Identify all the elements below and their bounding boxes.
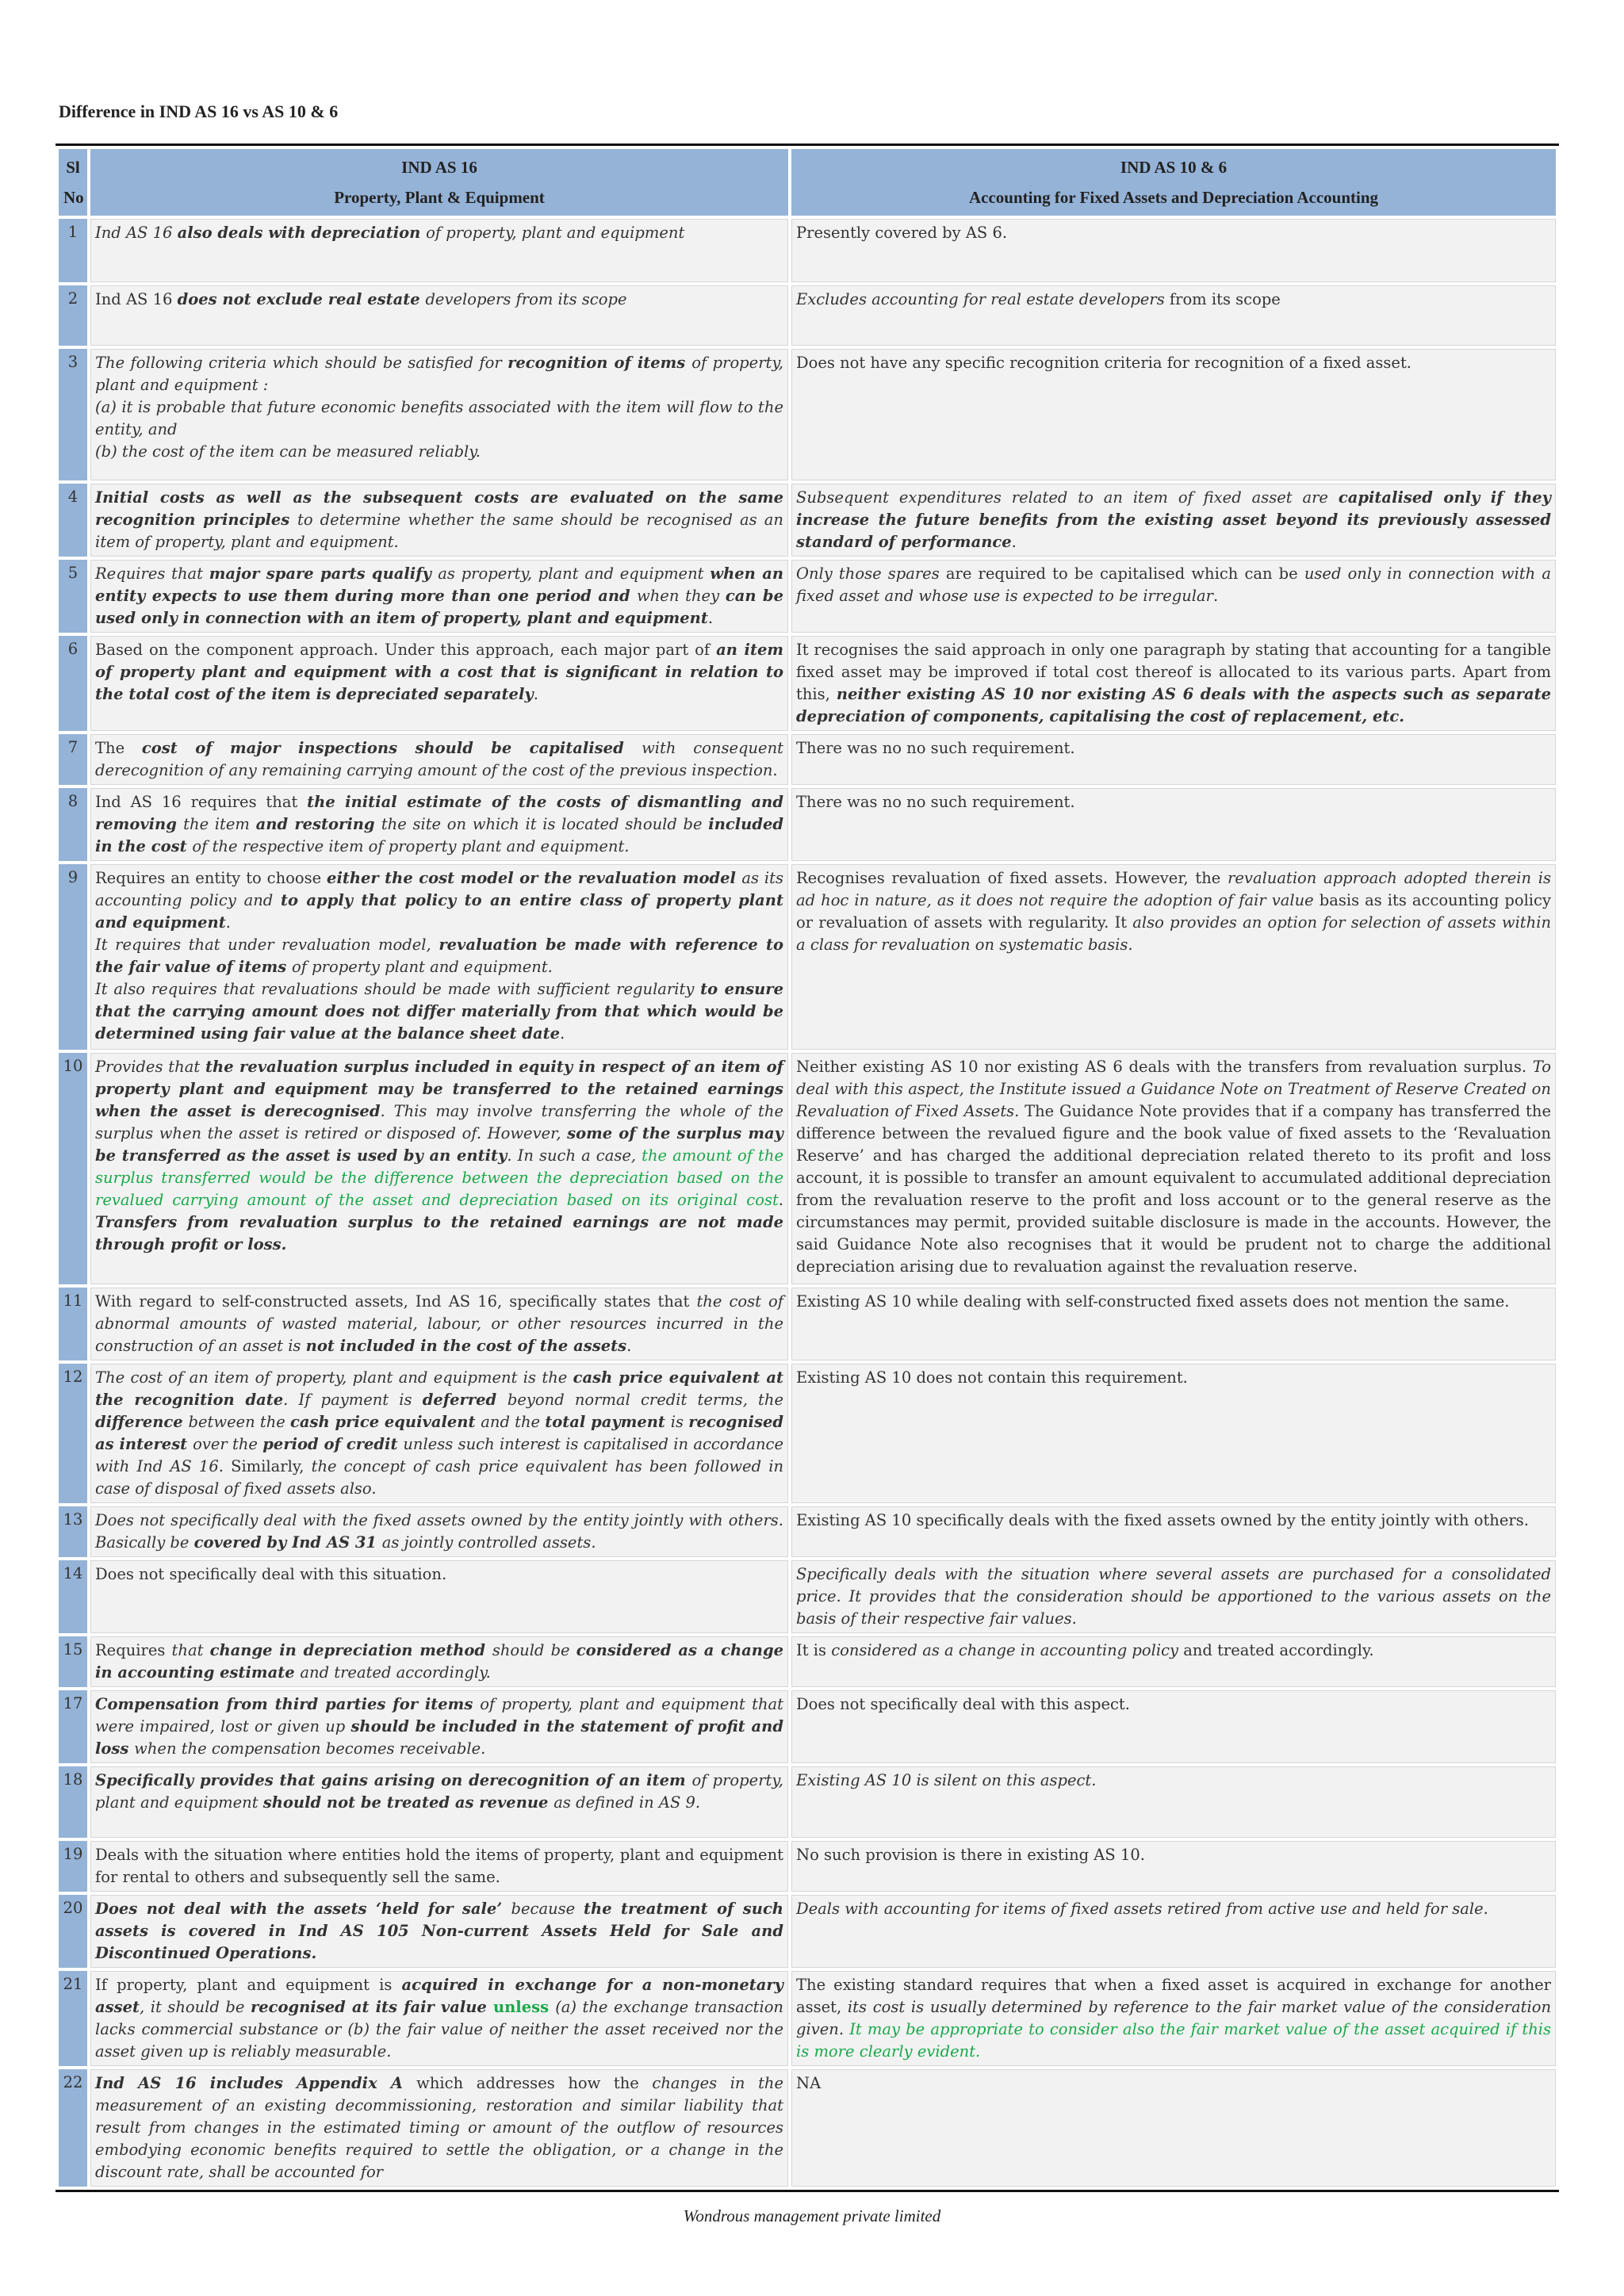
- row-serial-no: 21: [59, 1971, 87, 2066]
- cell-text-segment: the revaluation surplus included in equity in respect of an item of property plant and equipment may be transferred to the retained earnings when the asset is derecognised: [95, 1058, 783, 1120]
- row-serial-no: 8: [59, 788, 87, 861]
- cell-ind-as-16: [90, 1288, 788, 1360]
- cell-text-segment: that: [171, 1641, 210, 1659]
- cell-text-segment: Specifically deals with the situation where several assets are purchased for a consolidated price. It provides that the consideration should be apportioned to the various assets on the basis of their respective fair values.: [796, 1565, 1551, 1628]
- cell-text-segment: neither existing AS 10 nor existing AS 6 deals with the aspects such as separate depreciation of components, capitalising the cost of replacement, etc.: [796, 685, 1551, 725]
- cell-text-segment: .: [533, 685, 538, 703]
- cell-text-segment: recognition of items: [508, 354, 692, 372]
- cell-text-segment: as jointly controlled assets.: [381, 1533, 596, 1552]
- cell-text-segment: If property, plant and equipment is: [95, 1976, 402, 1994]
- cell-text-segment: recognised as interest: [95, 1413, 783, 1453]
- cell-ind-as-16: [90, 560, 788, 633]
- cell-text-segment: No such provision is there in existing AS 10.: [796, 1846, 1145, 1864]
- cell-text-segment: considered as a change in accounting policy: [831, 1641, 1184, 1659]
- cell-text-segment: There was no no such requirement.: [796, 739, 1075, 757]
- cell-text-segment: Requires an entity to choose: [95, 869, 327, 887]
- row-serial-no: 13: [59, 1506, 87, 1557]
- table-row: [59, 1841, 1556, 1892]
- header-ind-as-16: [90, 149, 788, 216]
- cell-text-segment: of property, plant and equipment that were impaired, lost or given up: [95, 1695, 783, 1735]
- cell-ind-as-16: [90, 1364, 788, 1503]
- cell-text-segment: , it should be: [140, 1998, 251, 2016]
- cell-ind-as-16: [90, 1690, 788, 1763]
- cell-text-segment: is: [670, 1413, 689, 1431]
- cell-text-segment: of property, plant and equipment :: [95, 354, 783, 394]
- cell-text-segment: and treated accordingly.: [300, 1663, 491, 1682]
- cell-text-segment: between the: [188, 1413, 291, 1431]
- cell-text-segment: Based on the component approach. Under this approach, each major part of: [95, 641, 717, 659]
- header-as-10-6-subtitle: Accounting for Fixed Assets and Depreciation Accounting: [968, 188, 1379, 207]
- cell-text-segment: Existing AS 10 while dealing with self-constructed fixed assets does not mention the same.: [796, 1292, 1510, 1311]
- table-row: [59, 219, 1556, 282]
- header-as-10-6-title: IND AS 10 & 6: [1120, 158, 1228, 177]
- cell-text-segment: Excludes accounting for real estate developers: [796, 290, 1170, 308]
- cell-text-segment: total payment: [545, 1413, 671, 1431]
- cell-text-segment: Recognises revaluation of fixed assets. However, the: [796, 869, 1228, 887]
- cell-text-segment: Does not have any specific recognition criteria for recognition of a fixed asset.: [796, 354, 1411, 372]
- table-row: [59, 788, 1556, 861]
- table-row: [59, 484, 1556, 557]
- cell-text-segment: to determine whether the same should be recognised as an item of property, plant and equipment.: [95, 511, 783, 551]
- cell-text-segment: the initial estimate of the costs of dismantling and removing: [95, 793, 783, 833]
- row-serial-no: 10: [59, 1053, 87, 1284]
- cell-text-segment: can be used only in connection with an item of property, plant and equipment: [95, 587, 783, 627]
- cell-text-segment: Does not specifically deal with this aspect.: [796, 1695, 1130, 1713]
- cell-text-segment: Compensation from third parties for items: [95, 1695, 481, 1713]
- cell-text-segment: Does not specifically deal with this situation.: [95, 1565, 447, 1583]
- row-serial-no: 17: [59, 1690, 87, 1763]
- cell-text-segment: NA: [796, 2074, 822, 2092]
- row-serial-no: 3: [59, 349, 87, 480]
- cell-text-segment: basis as its accounting policy or revaluation of assets with regularity. It: [796, 891, 1551, 932]
- cell-text-segment: To deal with this aspect, the Institute issued a Guidance Note on Treatment of Reserve Created on Revaluation of Fixed Assets.: [796, 1058, 1551, 1120]
- cell-as-10-6: [791, 636, 1556, 731]
- cell-as-10-6: [791, 349, 1556, 480]
- cell-text-segment: Only those spares: [796, 564, 946, 583]
- cell-text-segment: Existing AS 10 is silent on this aspect.: [796, 1771, 1097, 1789]
- cell-text-segment: either the cost model or the revaluation model: [327, 869, 742, 887]
- cell-as-10-6: [791, 864, 1556, 1050]
- cell-text-segment: to ensure that the carrying amount does not differ materially from that which would be determined using fair value at the balance sheet date: [95, 980, 783, 1043]
- cell-text-segment: Existing AS 10 does not contain this requirement.: [796, 1368, 1188, 1387]
- row-serial-no: 6: [59, 636, 87, 731]
- cell-text-segment: does not exclude real estate: [177, 290, 426, 308]
- cell-text-segment: Does not deal with the assets ‘held for sale’: [95, 1900, 511, 1918]
- table-row: [59, 1895, 1556, 1968]
- cell-text-segment: Specifically provides that gains arising on derecognition of an item: [95, 1771, 692, 1789]
- cell-text-segment: Ind AS 16: [95, 290, 178, 308]
- table-row: [59, 1053, 1556, 1284]
- cell-text-segment: should not be treated as revenue: [262, 1793, 554, 1812]
- cell-text-segment: . In such a case,: [507, 1146, 642, 1165]
- row-serial-no: 1: [59, 219, 87, 282]
- cell-text-segment: Deals with the situation where entities hold the items of property, plant and equipment for rental to others and subsequently sell the same.: [95, 1846, 783, 1886]
- table-row: [59, 1636, 1556, 1687]
- table-row: [59, 2069, 1556, 2187]
- cell-text-segment: .: [1011, 533, 1017, 551]
- cell-text-segment: . Similarly,: [218, 1457, 312, 1475]
- cell-text-segment: from its scope: [1169, 290, 1281, 308]
- cell-text-segment: It recognises the said approach in only one paragraph by stating that accounting for a tangible fixed asset may be improved if total cost thereof is allocated to its various parts. Apart from this,: [796, 641, 1551, 703]
- cell-text-segment: the site on which it is located should be: [381, 815, 709, 833]
- cell-text-segment: There was no no such requirement.: [796, 793, 1075, 811]
- cell-ind-as-16: [90, 484, 788, 557]
- cell-text-segment: Presently covered by AS 6.: [796, 224, 1008, 242]
- cell-text-segment: .: [772, 761, 778, 779]
- cell-text-segment: (b) the cost of the item can be measured reliably.: [95, 442, 481, 461]
- cell-text-segment: when they: [637, 587, 726, 605]
- cell-text-segment: as its accounting policy and: [95, 869, 783, 909]
- cell-as-10-6: [791, 1841, 1556, 1892]
- cell-text-segment: With regard to self-constructed assets, Ind AS 16, specifically states that: [95, 1292, 697, 1311]
- cell-text-segment: of the respective item of property plant and equipment.: [192, 837, 630, 855]
- cell-text-segment: Provides that: [95, 1058, 206, 1076]
- cell-text-segment: the treatment of such assets is covered in Ind AS 105 Non-current Assets Held for Sale and Discontinued Operations.: [95, 1900, 783, 1962]
- cell-text-segment: to apply that policy to an entire class of property plant and equipment: [95, 891, 783, 932]
- cell-ind-as-16: [90, 1971, 788, 2066]
- cell-text-segment: . If payment is: [283, 1391, 423, 1409]
- header-serial-no: [59, 149, 87, 216]
- cell-text-segment: the cost of abnormal amounts of wasted material, labour, or other resources incurred in the construction of an asset is: [95, 1292, 784, 1355]
- header-serial-line1: Sl: [66, 158, 80, 177]
- cell-text-segment: unless such interest is capitalised in accordance with Ind AS 16: [95, 1435, 784, 1475]
- cell-ind-as-16: [90, 788, 788, 861]
- cell-text-segment: included in the cost: [95, 815, 784, 855]
- cell-text-segment: not included in the cost of the assets: [305, 1337, 627, 1355]
- cell-text-segment: because: [511, 1900, 584, 1918]
- cell-text-segment: The Guidance Note provides that if a company has transferred the difference between the revalued figure and the book value of fixed assets to the ‘Revaluation Reserve’ and has charged the additional depreciation related thereto to its profit and loss account, it is possible to transfer an amount equivalent to accumulated additional depreciation from the revaluation reserve to the profit and loss account or to the general reserve as the circumstances may permit, provided suitable disclosure is made in the accounts. However, the said Guidance Note also recognises that it would be prudent not to charge the additional depreciation arising due to revaluation against the revaluation reserve.: [796, 1102, 1551, 1276]
- header-ind-as-16-title: IND AS 16: [401, 158, 477, 177]
- row-serial-no: 12: [59, 1364, 87, 1503]
- cell-text-segment: (a) it is probable that future economic benefits associated with the item will flow to the entity, and: [95, 398, 783, 438]
- cell-ind-as-16: [90, 864, 788, 1050]
- cell-text-segment: its cost is usually determined by reference to the fair market value of the consideration given.: [796, 1998, 1552, 2038]
- cell-text-segment: Ind AS 16 requires that: [95, 793, 308, 811]
- cell-as-10-6: [791, 1288, 1556, 1360]
- cell-text-segment: .: [225, 913, 231, 932]
- comparison-table: [56, 144, 1559, 2192]
- table-row: [59, 864, 1556, 1050]
- cell-text-segment: changes in the measurement of an existing decommissioning, restoration and similar liability that result from changes in the estimated timing or amount of the outflow of resources embodying economic benefits required to settle the obligation, or a change in the discount rate, shall be accounted for: [95, 2074, 784, 2181]
- row-serial-no: 11: [59, 1288, 87, 1360]
- cell-as-10-6: [791, 1971, 1556, 2066]
- cell-as-10-6: [791, 788, 1556, 861]
- cell-text-segment: an item of property plant and equipment with a cost that is significant in relation to the total cost of the item is depreciated separately: [95, 641, 784, 703]
- cell-text-segment: .: [560, 1024, 565, 1043]
- document-footer: Wondrous management private limited: [683, 2206, 941, 2225]
- cell-text-segment: should be: [492, 1641, 576, 1659]
- cell-as-10-6: [791, 734, 1556, 785]
- cell-text-segment: . This may involve transferring the whole of the surplus when the asset is retired or disposed of. However,: [95, 1102, 783, 1142]
- cell-ind-as-16: [90, 636, 788, 731]
- table-row: [59, 734, 1556, 785]
- row-serial-no: 2: [59, 285, 87, 346]
- cell-text-segment: The: [95, 739, 142, 757]
- cell-text-segment: used only in connection with a fixed asset and whose use is expected to be irregular: [796, 564, 1552, 605]
- cell-text-segment: unless: [492, 1998, 556, 2016]
- cell-as-10-6: [791, 1636, 1556, 1687]
- table-row: [59, 560, 1556, 633]
- table-row: [59, 1364, 1556, 1503]
- cell-ind-as-16: [90, 1560, 788, 1633]
- cell-text-segment: of property, plant and equipment: [426, 224, 685, 242]
- cell-text-segment: deferred: [422, 1391, 508, 1409]
- cell-ind-as-16: [90, 1506, 788, 1557]
- table-header-row: [59, 149, 1556, 216]
- row-serial-no: 4: [59, 484, 87, 557]
- cell-text-segment: cost of major inspections should be capitalised: [141, 739, 642, 757]
- table-row: [59, 1506, 1556, 1557]
- cell-text-segment: revaluation approach adopted therein is ad hoc in nature, as it does not require the adoption of fair value: [796, 869, 1551, 909]
- cell-ind-as-16: [90, 349, 788, 480]
- cell-text-segment: It also requires that revaluations should be made with sufficient regularity: [95, 980, 701, 998]
- cell-text-segment: of property plant and equipment.: [292, 958, 553, 976]
- cell-as-10-6: [791, 1506, 1556, 1557]
- table-row: [59, 1288, 1556, 1360]
- table-row: [59, 1971, 1556, 2066]
- cell-text-segment: Ind AS 16: [95, 224, 178, 242]
- cell-text-segment: capitalised only if they increase the future benefits from the existing asset beyond its previously assessed standard of performance: [796, 488, 1551, 551]
- cell-as-10-6: [791, 1560, 1556, 1633]
- cell-text-segment: period of credit: [262, 1435, 404, 1453]
- cell-text-segment: .: [1212, 587, 1219, 605]
- cell-text-segment: over the: [193, 1435, 263, 1453]
- table-row: [59, 285, 1556, 346]
- cell-as-10-6: [791, 560, 1556, 633]
- cell-ind-as-16: [90, 1053, 788, 1284]
- row-serial-no: 9: [59, 864, 87, 1050]
- cell-text-segment: Ind AS 16 includes Appendix A: [95, 2074, 417, 2092]
- cell-text-segment: also deals with depreciation: [177, 224, 427, 242]
- cell-text-segment: and treated accordingly.: [1183, 1641, 1374, 1659]
- cell-text-segment: It requires that under revaluation model,: [95, 936, 439, 954]
- cell-as-10-6: [791, 484, 1556, 557]
- cell-text-segment: the amount of the surplus transferred would be the difference between the depreciation based on the revalued carrying amount of the asset and depreciation based on its original cost: [95, 1146, 783, 1209]
- cell-text-segment: covered by Ind AS 31: [193, 1533, 382, 1552]
- cell-ind-as-16: [90, 219, 788, 282]
- cell-text-segment: .: [707, 609, 714, 627]
- row-serial-no: 7: [59, 734, 87, 785]
- cell-ind-as-16: [90, 285, 788, 346]
- cell-as-10-6: [791, 1766, 1556, 1838]
- cell-text-segment: with consequent derecognition of any remaining carrying amount of the cost of the previous inspection: [95, 739, 783, 779]
- cell-text-segment: restoring: [294, 815, 381, 833]
- row-serial-no: 19: [59, 1841, 87, 1892]
- cell-as-10-6: [791, 1053, 1556, 1284]
- header-ind-as-16-subtitle: Property, Plant & Equipment: [334, 188, 545, 207]
- cell-text-segment: as defined in AS 9.: [553, 1793, 701, 1812]
- cell-text-segment: acquired in exchange for a non-monetary asset: [95, 1976, 783, 2016]
- cell-text-segment: and: [255, 815, 295, 833]
- cell-text-segment: change in depreciation method: [209, 1641, 492, 1659]
- cell-text-segment: Subsequent expenditures related to an item of fixed asset are: [796, 488, 1339, 507]
- table-row: [59, 1690, 1556, 1763]
- table-row: [59, 1560, 1556, 1633]
- cell-ind-as-16: [90, 1766, 788, 1838]
- cell-text-segment: the item: [183, 815, 256, 833]
- row-serial-no: 15: [59, 1636, 87, 1687]
- cell-as-10-6: [791, 219, 1556, 282]
- cell-text-segment: some of the surplus may be transferred as the asset is used by an entity: [95, 1124, 783, 1165]
- cell-text-segment: The cost of an item of property, plant and equipment is the: [95, 1368, 573, 1387]
- document-title: Difference in IND AS 16 vs AS 10 & 6: [59, 101, 339, 121]
- row-serial-no: 14: [59, 1560, 87, 1633]
- cell-text-segment: (a) the exchange transaction lacks commercial substance or (b) the fair value of neither the asset received nor the asset given up is reliably measurable.: [95, 1998, 783, 2061]
- cell-ind-as-16: [90, 1895, 788, 1968]
- cell-text-segment: .: [626, 1337, 632, 1355]
- cell-ind-as-16: [90, 734, 788, 785]
- cell-as-10-6: [791, 1895, 1556, 1968]
- cell-text-segment: as property, plant and equipment: [438, 564, 710, 583]
- row-serial-no: 20: [59, 1895, 87, 1968]
- cell-text-segment: The existing standard requires that when a fixed asset is acquired in exchange for another asset,: [796, 1976, 1551, 2016]
- cell-text-segment: major spare parts qualify: [209, 564, 439, 583]
- cell-text-segment: and: [598, 587, 638, 605]
- cell-ind-as-16: [90, 1636, 788, 1687]
- comparison-table-body: [59, 219, 1556, 2187]
- cell-text-segment: cash price equivalent: [290, 1413, 481, 1431]
- cell-text-segment: the concept of cash price equivalent has been followed in case of disposal of fixed assets also.: [95, 1457, 784, 1498]
- cell-text-segment: The following criteria which should be satisfied for: [95, 354, 508, 372]
- cell-text-segment: Deals with accounting for items of fixed assets retired from active use and held for sale.: [796, 1900, 1488, 1918]
- cell-text-segment: .: [778, 1191, 783, 1209]
- cell-text-segment: It is: [796, 1641, 832, 1659]
- header-serial-line2: No: [63, 188, 84, 207]
- cell-as-10-6: [791, 1364, 1556, 1503]
- cell-text-segment: It may be appropriate to consider also the fair market value of the asset acquired if this is more clearly evident.: [796, 2020, 1551, 2061]
- cell-text-segment: Existing AS 10 specifically deals with the fixed assets owned by the entity jointly with others.: [796, 1511, 1529, 1529]
- cell-text-segment: Transfers from revaluation surplus to the retained earnings are not made through profit or loss.: [95, 1213, 783, 1253]
- cell-text-segment: are required to be capitalised which can be: [945, 564, 1304, 583]
- cell-as-10-6: [791, 2069, 1556, 2187]
- cell-text-segment: should be included in the statement of profit and loss: [95, 1717, 783, 1758]
- row-serial-no: 22: [59, 2069, 87, 2187]
- cell-text-segment: and the: [481, 1413, 546, 1431]
- cell-text-segment: Initial costs as well as the subsequent costs are evaluated on the same recognition principles: [95, 488, 783, 529]
- header-as-10-6: [791, 149, 1556, 216]
- cell-text-segment: Requires: [95, 1641, 172, 1659]
- cell-as-10-6: [791, 285, 1556, 346]
- cell-text-segment: revaluation be made with reference to the fair value of items: [95, 936, 783, 976]
- cell-text-segment: , the: [742, 1391, 783, 1409]
- cell-text-segment: when the compensation becomes receivable.: [134, 1739, 486, 1758]
- cell-ind-as-16: [90, 1841, 788, 1892]
- cell-text-segment: recognised at its fair value: [250, 1998, 493, 2016]
- row-serial-no: 5: [59, 560, 87, 633]
- row-serial-no: 18: [59, 1766, 87, 1838]
- cell-text-segment: of property, plant and equipment: [95, 1771, 783, 1812]
- cell-text-segment: beyond normal credit terms: [507, 1391, 743, 1409]
- cell-text-segment: Requires that: [95, 564, 209, 583]
- cell-text-segment: considered as a change in accounting estimate: [95, 1641, 783, 1682]
- cell-text-segment: also provides an option for selection of assets within a class for revaluation on systematic basis.: [796, 913, 1552, 954]
- cell-text-segment: difference: [95, 1413, 189, 1431]
- cell-ind-as-16: [90, 2069, 788, 2187]
- cell-text-segment: cash price equivalent at the recognition date: [95, 1368, 783, 1409]
- cell-text-segment: which addresses how the: [416, 2074, 653, 2092]
- cell-as-10-6: [791, 1690, 1556, 1763]
- table-row: [59, 1766, 1556, 1838]
- table-row: [59, 349, 1556, 480]
- cell-text-segment: when an entity expects to use them during more than one period: [95, 564, 784, 605]
- table-row: [59, 636, 1556, 731]
- cell-text-segment: Neither existing AS 10 nor existing AS 6 deals with the transfers from revaluation surplus.: [796, 1058, 1533, 1076]
- cell-text-segment: developers from its scope: [425, 290, 627, 308]
- cell-text-segment: Does not specifically deal with the fixed assets owned by the entity jointly with others. Basically be: [95, 1511, 783, 1552]
